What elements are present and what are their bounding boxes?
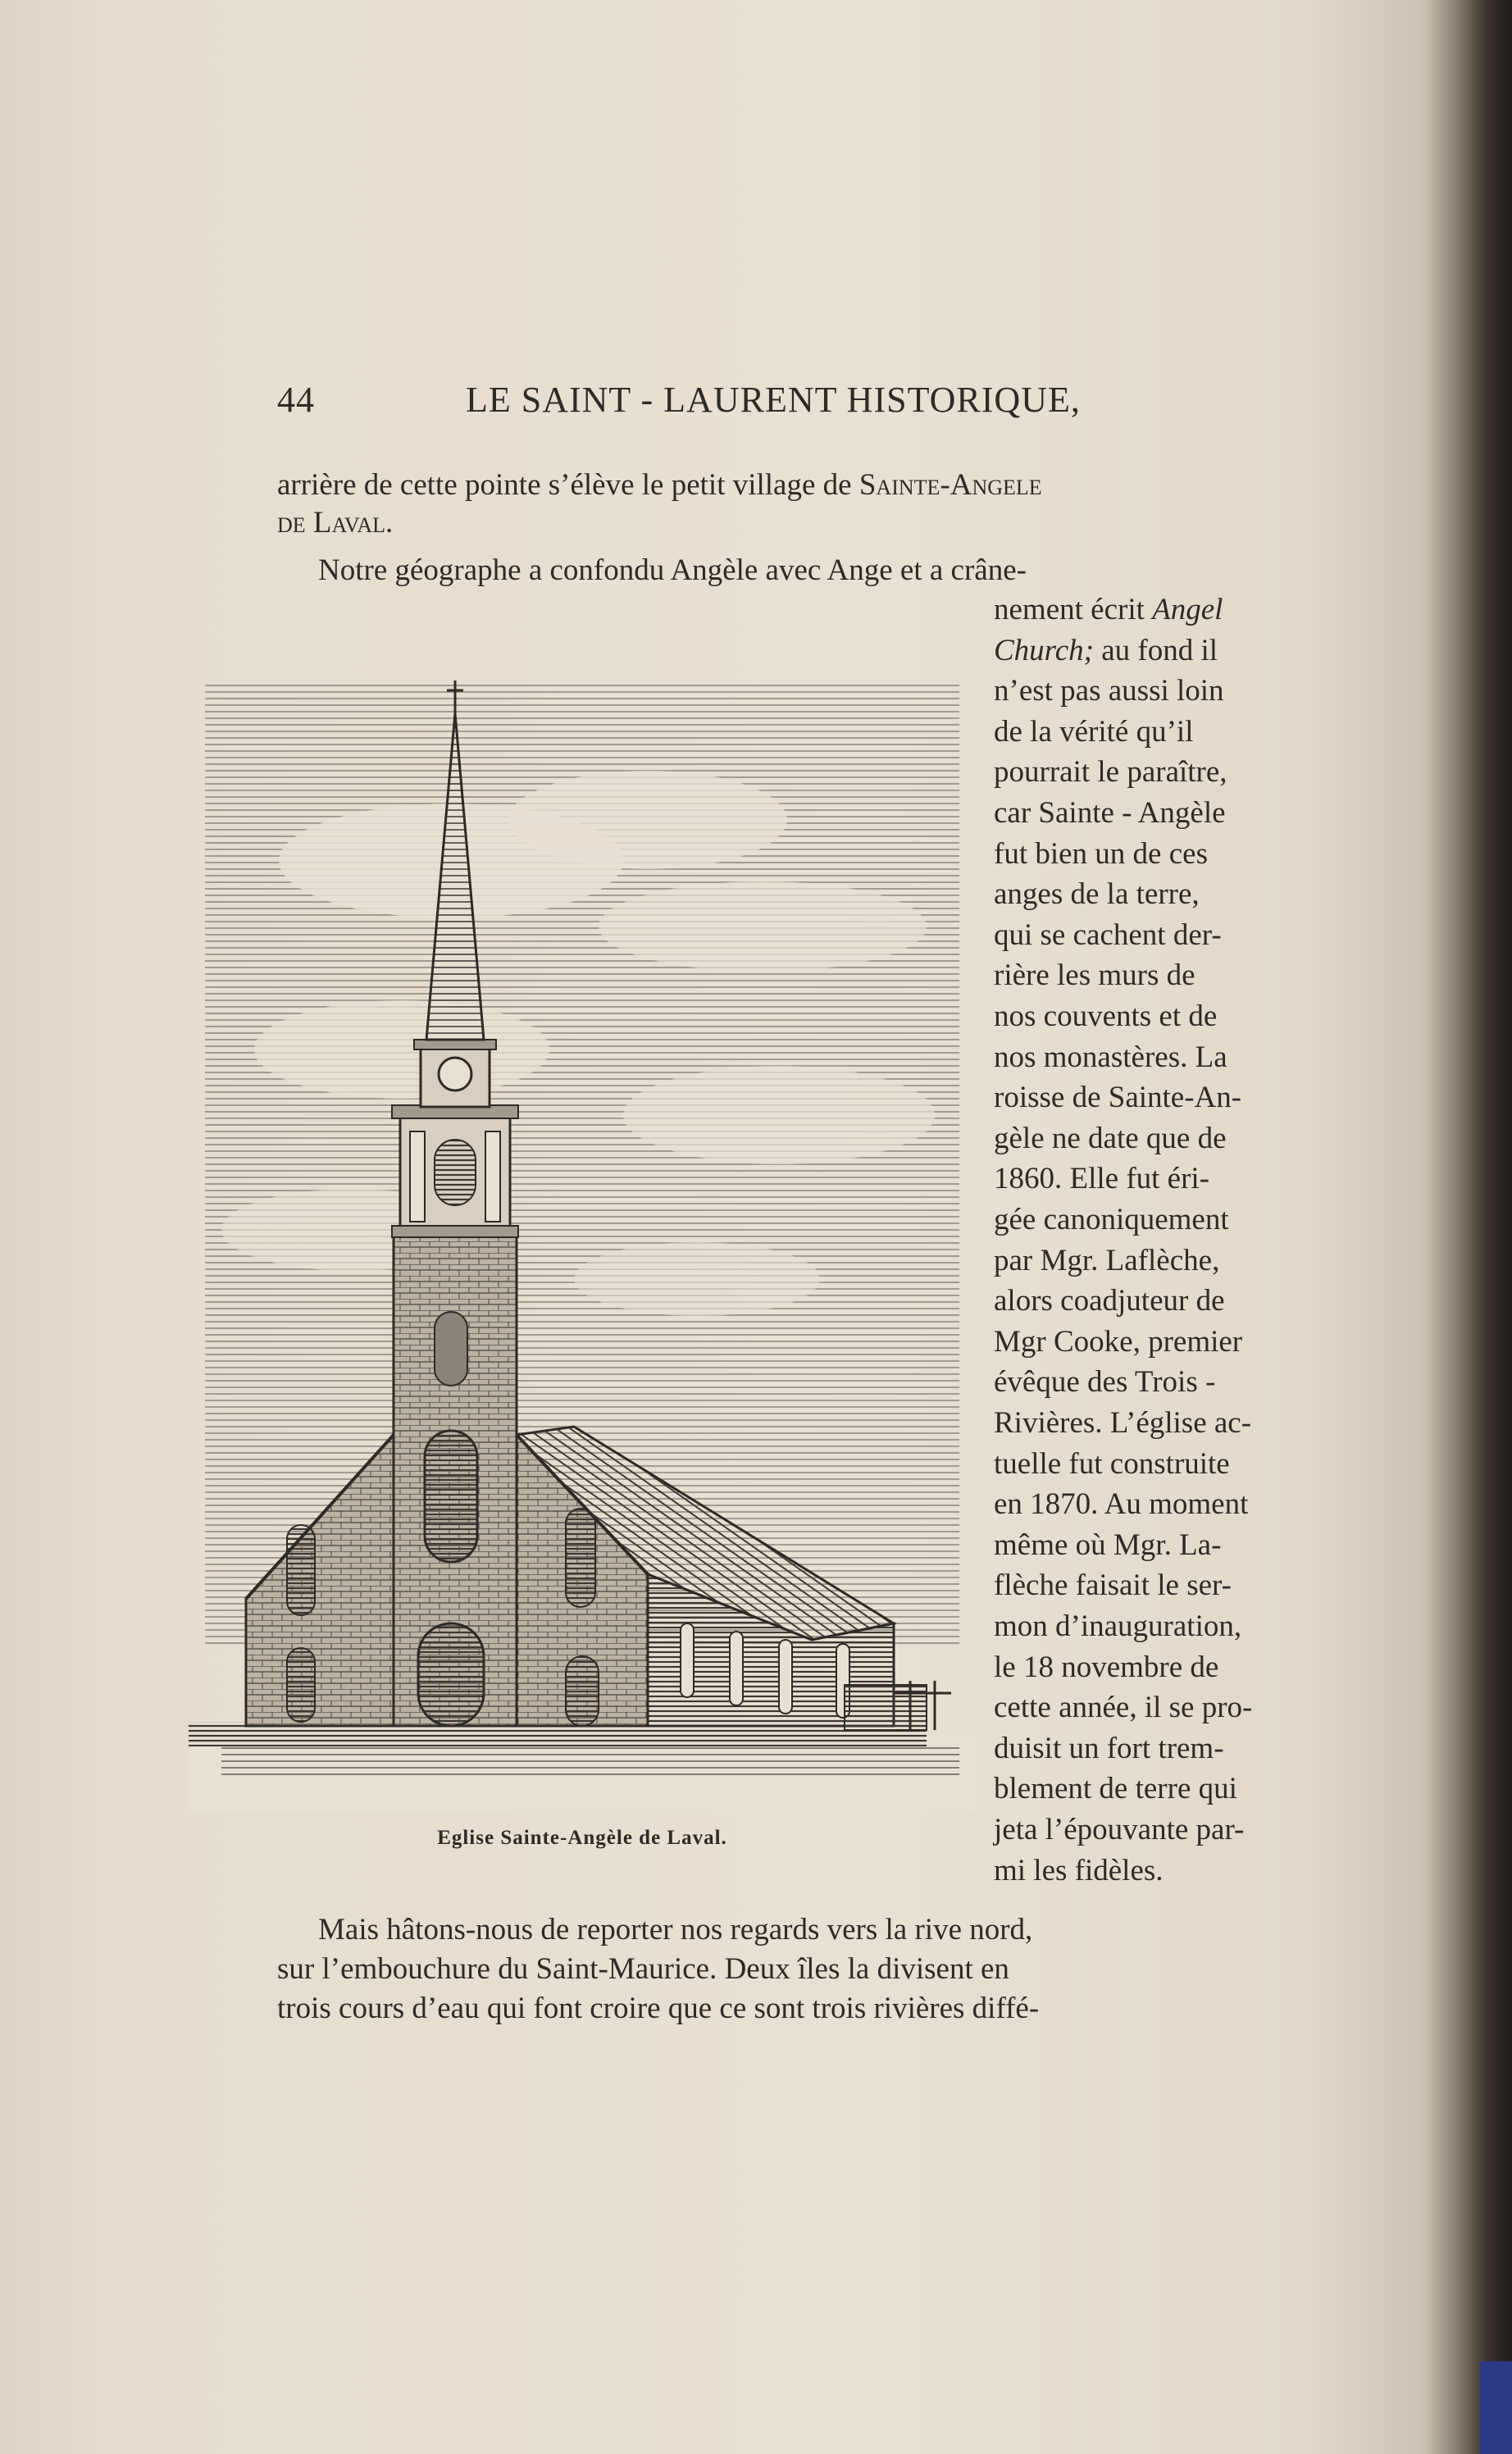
wrapped-line — [994, 1566, 1232, 1605]
text-segment: fut bien un de ces — [994, 836, 1208, 871]
text-segment: nos couvents et de — [994, 999, 1218, 1033]
wrapped-line — [994, 753, 1227, 792]
text-segment: en 1870. Au moment — [994, 1487, 1249, 1522]
wrapped-line — [994, 1688, 1252, 1728]
wrapped-line — [994, 1038, 1227, 1077]
text-segment: évêque des Trois - — [994, 1365, 1216, 1400]
wrapped-line — [994, 1323, 1242, 1362]
running-title: LE SAINT - LAURENT HISTORIQUE, — [466, 380, 1081, 420]
text-segment: blement de terre qui — [994, 1772, 1237, 1806]
wrapped-line — [994, 1648, 1218, 1687]
text-segment: n’est pas aussi loin — [994, 674, 1224, 708]
text-segment: nement écrit — [994, 593, 1153, 626]
wrapped-line — [994, 590, 1223, 630]
text-segment: cette année, il se pro- — [994, 1691, 1253, 1725]
text-segment: flèche faisait le ser- — [994, 1568, 1232, 1603]
wrapped-line — [994, 1851, 1164, 1891]
church-engraving — [189, 656, 976, 1812]
wrapped-line — [994, 672, 1224, 711]
wrapped-line — [994, 835, 1208, 874]
wrapped-line — [994, 713, 1193, 752]
wrapped-line — [994, 1119, 1227, 1159]
text-segment: Rivières. L’église ac- — [994, 1406, 1252, 1440]
village-name: Sainte-Angele — [858, 468, 1042, 502]
binding-shadow — [1427, 0, 1512, 2454]
wrapped-line — [994, 875, 1200, 914]
wrapped-line — [994, 997, 1217, 1036]
text-segment: même où Mgr. La- — [994, 1527, 1222, 1562]
wrapped-line — [994, 916, 1222, 955]
paragraph-1-line-1 — [277, 466, 1042, 505]
wrapped-line — [994, 1363, 1215, 1402]
wrapped-line — [994, 1445, 1230, 1484]
wrapped-line — [994, 631, 1218, 671]
text-segment: anges de la terre, — [994, 877, 1200, 912]
text-segment: au fond il — [1093, 633, 1218, 667]
text-segment: rière les murs de — [994, 958, 1195, 993]
text-segment: de la vérité qu’il — [994, 714, 1194, 749]
wrapped-line — [994, 1282, 1225, 1321]
text-segment: mi les fidèles. — [994, 1853, 1164, 1887]
wrapped-line — [994, 1078, 1241, 1118]
ground — [189, 1720, 976, 1813]
text-segment: roisse de Sainte-An- — [994, 1081, 1242, 1115]
paragraph-3-line: sur l’embouchure du Saint-Maurice. Deux îles la divisent en — [277, 1952, 1009, 1986]
text-segment: duisit un fort trem- — [994, 1731, 1224, 1765]
wrapped-line — [994, 1159, 1209, 1199]
wrapped-line — [994, 1607, 1241, 1646]
italic-text: Church; — [994, 633, 1094, 667]
wrapped-line — [994, 794, 1226, 833]
text-segment: gée canoniquement — [994, 1203, 1229, 1236]
text-segment: jeta l’épouvante par- — [994, 1813, 1245, 1846]
paragraph-3-line: Mais hâtons-nous de reporter nos regards vers la rive nord, — [318, 1913, 1033, 1946]
text-segment: qui se cachent der- — [994, 917, 1222, 952]
wrapped-line — [994, 1769, 1237, 1809]
wrapped-line — [994, 956, 1195, 995]
text-segment: 1860. Elle fut éri- — [994, 1162, 1210, 1196]
paragraph-3-line: trois cours d’eau qui font croire que ce sont trois rivières diffé- — [277, 1992, 1040, 2025]
text-segment: tuelle fut construite — [994, 1446, 1230, 1481]
text-segment: alors coadjuteur de — [994, 1284, 1225, 1318]
text-segment: car Sainte - Angèle — [994, 796, 1226, 830]
wrapped-line — [994, 1485, 1248, 1524]
italic-text: Angel — [1152, 593, 1223, 626]
wrapped-line — [994, 1200, 1229, 1240]
text-segment: le 18 novembre de — [994, 1650, 1219, 1684]
running-head — [277, 379, 1171, 428]
text-segment: mon d’inauguration, — [994, 1609, 1242, 1643]
text-segment: nos monastères. La — [994, 1040, 1227, 1074]
text-segment: Mgr Cooke, premier — [994, 1324, 1243, 1359]
wrapped-line — [994, 1241, 1219, 1281]
cover-edge — [1480, 2361, 1512, 2454]
text-segment: par Mgr. Laflèche, — [994, 1243, 1220, 1277]
wrapped-line — [994, 1404, 1251, 1443]
page-number: 44 — [277, 380, 315, 420]
figure-caption: Eglise Sainte-Angèle de Laval. — [437, 1827, 727, 1849]
wrapped-line — [994, 1729, 1224, 1769]
text-segment: gèle ne date que de — [994, 1121, 1227, 1155]
wrapped-line — [994, 1810, 1244, 1850]
paragraph-2-line-1: Notre géographe a confondu Angèle avec Ange et a crâne- — [318, 553, 1027, 587]
paragraph-1-line-2: de Laval. — [277, 506, 394, 540]
text-segment: pourrait le paraître, — [994, 755, 1227, 790]
wrapped-line — [994, 1526, 1221, 1565]
paragraph-1-line-1-text: arrière de cette pointe s’élève le petit village de — [277, 468, 859, 502]
